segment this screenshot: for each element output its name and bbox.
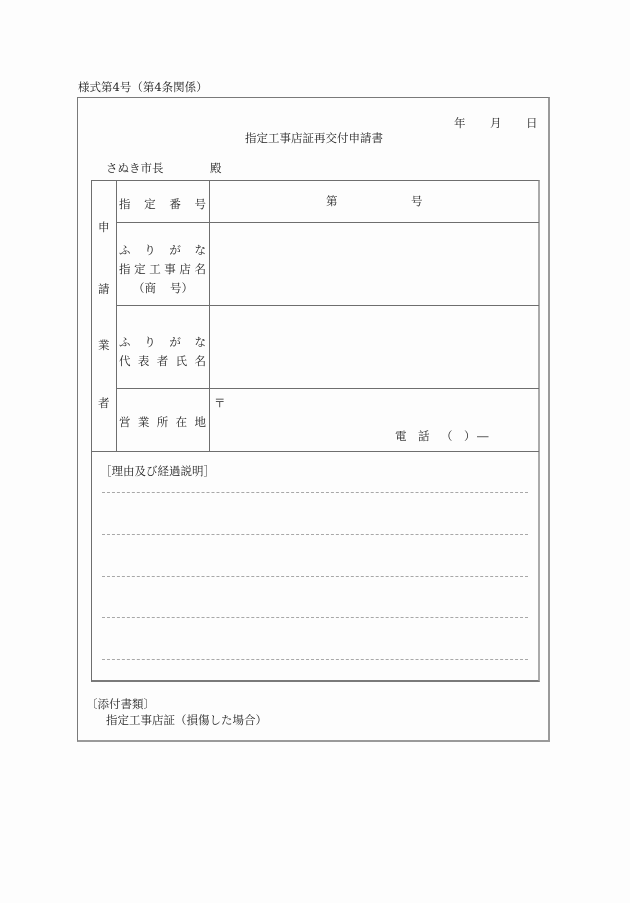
phone-label: 電 話 [395,429,430,443]
designation-number-suffix: 号 [411,194,423,208]
designation-number-prefix: 第 [326,194,338,208]
addressee-honorific: 殿 [210,161,222,175]
reason-line [102,576,528,577]
applicant-label-char: 請 [98,282,110,296]
office-address-label: 営 業 所 在 地 [119,415,206,429]
attachment-item: 指定工事店証（損傷した場合） [106,713,267,727]
addressee-name: さぬき市長 [106,161,164,175]
group-column-divider [116,180,117,451]
office-address-field[interactable] [210,389,539,451]
attachments-label: 〔添付書類〕 [86,697,155,711]
applicant-label-char: 申 [98,220,110,234]
reason-line [102,534,528,535]
reason-line [102,617,528,618]
section-divider [91,451,539,452]
representative-name-field[interactable] [210,306,539,388]
reason-section-label: ［理由及び経過説明］ [100,464,215,478]
applicant-label-char: 者 [98,396,110,410]
applicant-label-char: 業 [98,338,110,352]
phone-dash: ― [477,429,489,443]
document-title: 指定工事店証再交付申請書 [245,131,383,145]
postal-mark-icon: 〒 [214,396,226,410]
phone-area-code-paren: （ ） [441,429,476,443]
reason-line [102,492,528,493]
designation-number-field[interactable] [210,181,539,222]
reason-line [102,659,528,660]
date-month-label: 月 [490,116,502,130]
shop-name-field[interactable] [210,223,539,305]
representative-name-label: ふ り が な 代 表 者 氏 名 [119,335,206,368]
reason-text-area[interactable] [100,480,530,675]
date-day-label: 日 [526,116,538,130]
designation-number-label: 指 定 番 号 [119,197,206,211]
shop-name-label: ふ り が な 指 定 工 事 店 名 （商 号） [119,243,206,295]
date-year-label: 年 [454,116,466,130]
form-number-header: 様式第4号（第4条関係） [78,80,208,94]
